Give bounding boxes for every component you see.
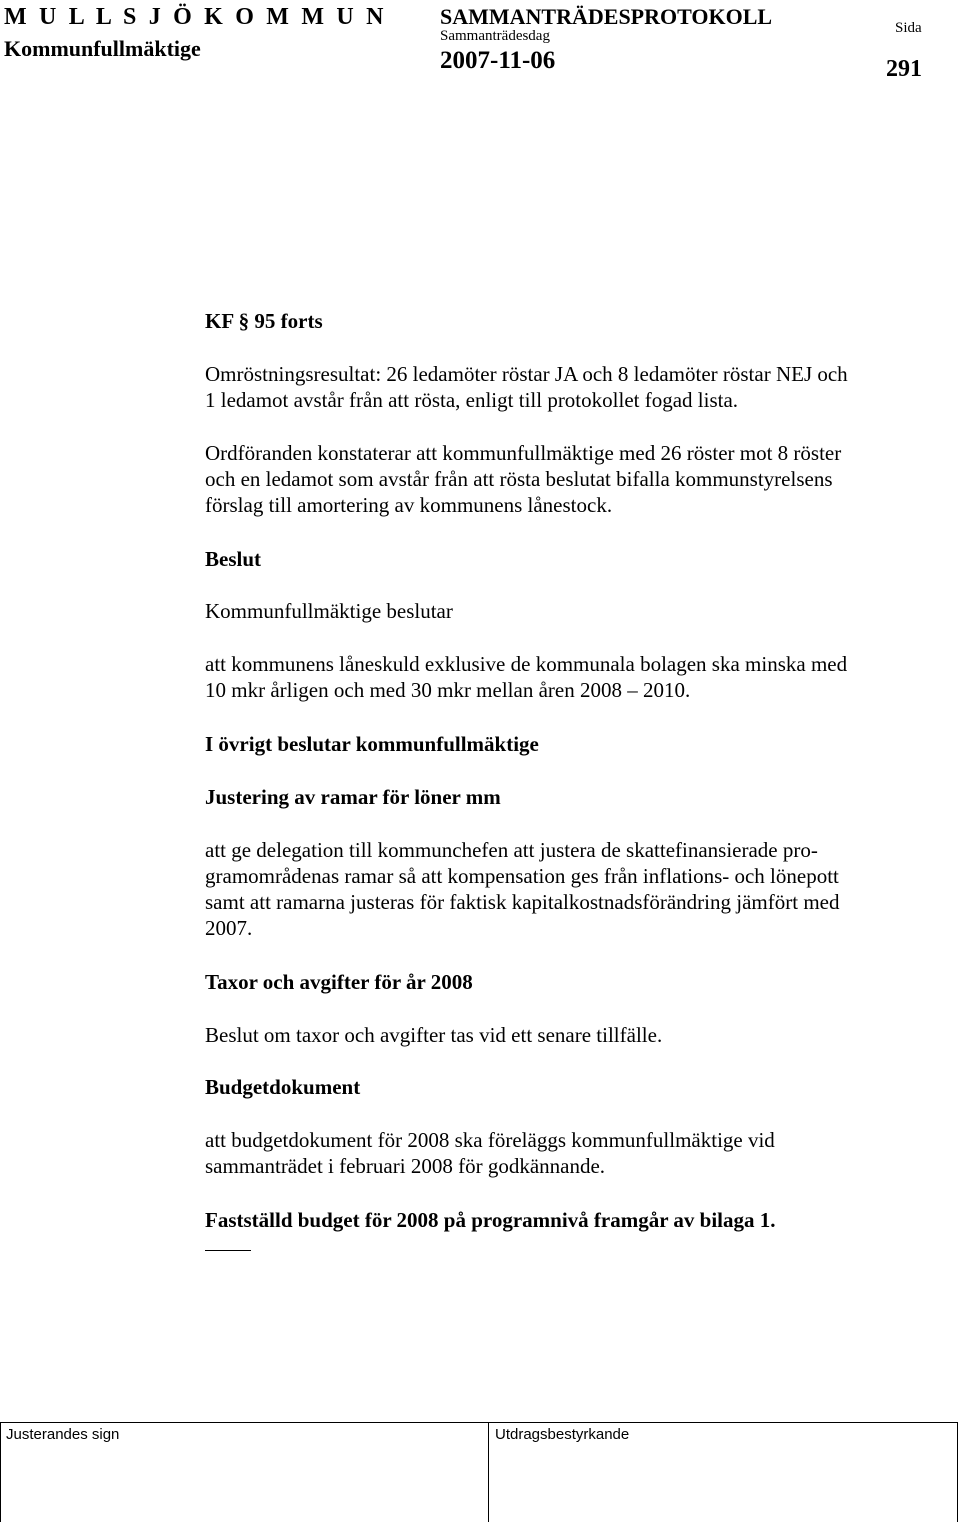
salaries-line: samt att ramarna justeras för faktisk kapitalkostnadsförändring jämfört med — [205, 890, 840, 914]
decision-heading: Beslut — [205, 547, 262, 571]
salaries-line: gramområdenas ramar så att kompensation ges från inflations- och lönepott — [205, 864, 839, 888]
other-decisions-heading: I övrigt beslutar kommunfullmäktige — [205, 732, 539, 756]
salaries-heading: Justering av ramar för löner mm — [205, 785, 501, 809]
section-title: KF § 95 forts — [205, 309, 323, 333]
budget-document-line: sammanträdet i februari 2008 för godkännande. — [205, 1154, 606, 1178]
decision-line: att kommunens låneskuld exklusive de kommunala bolagen ska minska med — [205, 652, 848, 676]
meeting-date: 2007-11-06 — [440, 47, 556, 74]
fees-text: Beslut om taxor och avgifter tas vid ett senare tillfälle. — [205, 1023, 663, 1047]
footer-right-border — [957, 1422, 958, 1522]
page-number: 291 — [886, 56, 922, 82]
end-of-section-rule — [205, 1250, 251, 1251]
salaries-line: att ge delegation till kommunchefen att justera de skattefinansierade pro- — [205, 838, 818, 862]
final-budget-note: Fastställd budget för 2008 på programnivå framgår av bilaga 1. — [205, 1208, 776, 1232]
budget-document-heading: Budgetdokument — [205, 1075, 361, 1099]
document-type: SAMMANTRÄDESPROTOKOLL — [440, 4, 773, 29]
footer-signature-label: Justerandes sign — [6, 1426, 120, 1443]
budget-document-paragraph — [205, 1127, 775, 1179]
chair-statement-line: förslag till amortering av kommunens lånestock. — [205, 493, 613, 517]
chair-statement-line: och en ledamot som avstår från att rösta beslutat bifalla kommunstyrelsens — [205, 467, 833, 491]
decision-line: 10 mkr årligen och med 30 mkr mellan åren 2008 – 2010. — [205, 678, 691, 702]
chair-statement-line: Ordföranden konstaterar att kommunfullmäktige med 26 röster mot 8 röster — [205, 441, 842, 465]
vote-result-line: 1 ledamot avstår från att rösta, enligt till protokollet fogad lista. — [205, 388, 739, 412]
decision-paragraph — [205, 651, 847, 703]
budget-document-line: att budgetdokument för 2008 ska föreläggs kommunfullmäktige vid — [205, 1128, 775, 1152]
vote-result-paragraph — [205, 361, 848, 413]
municipality-name: M U L L S J Ö K O M M U N — [4, 4, 387, 30]
meeting-date-label: Sammanträdesdag — [440, 28, 550, 44]
salaries-line: 2007. — [205, 916, 253, 940]
footer-certification-label: Utdragsbestyrkande — [495, 1426, 630, 1443]
assembly-name: Kommunfullmäktige — [4, 36, 201, 61]
decision-intro: Kommunfullmäktige beslutar — [205, 599, 453, 623]
fees-heading: Taxor och avgifter för år 2008 — [205, 970, 473, 994]
page-label: Sida — [895, 20, 922, 36]
vote-result-line: Omröstningsresultat: 26 ledamöter röstar JA och 8 ledamöter röstar NEJ och — [205, 362, 848, 386]
footer-divider — [488, 1422, 489, 1522]
footer-left-border — [0, 1422, 1, 1522]
footer-top-rule — [0, 1422, 958, 1423]
chair-statement-paragraph — [205, 440, 841, 518]
salaries-paragraph — [205, 837, 839, 941]
